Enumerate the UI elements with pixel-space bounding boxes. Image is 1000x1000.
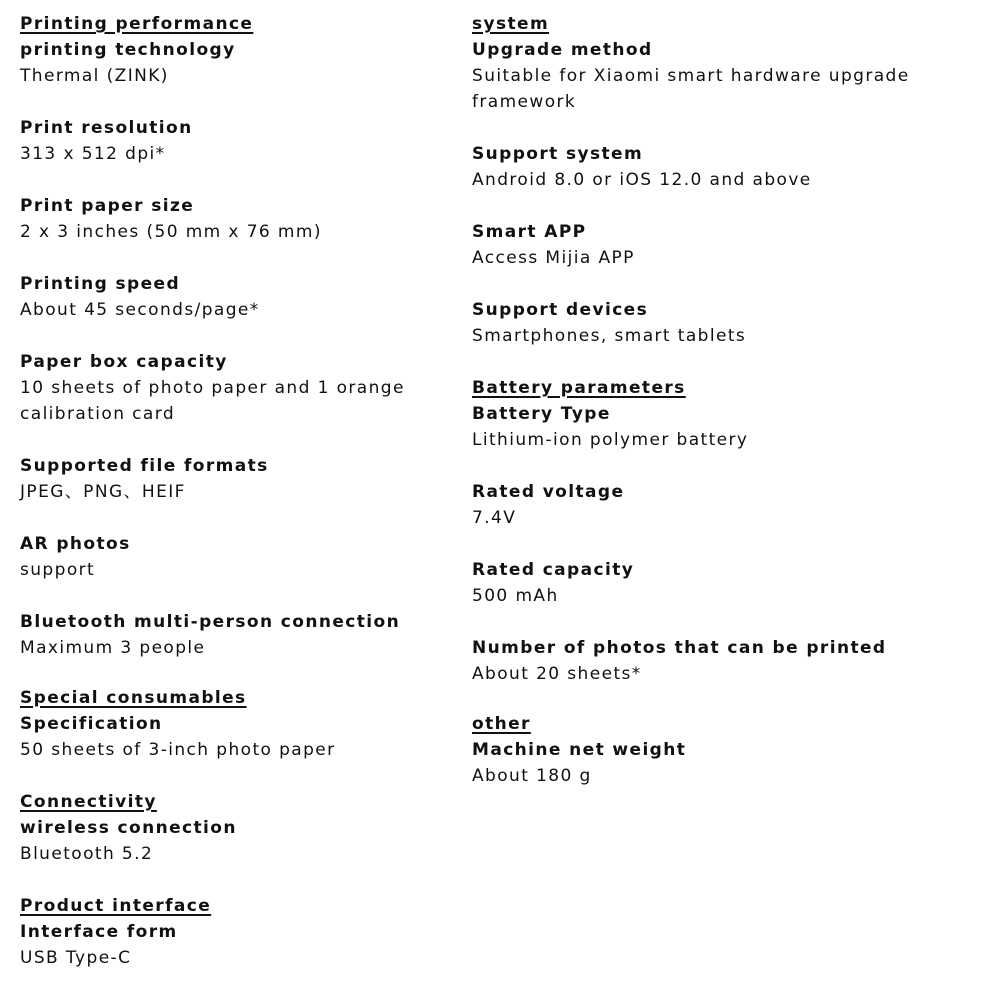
spec-label-specification: Specification <box>20 714 163 734</box>
section-heading-connectivity: Connectivity <box>20 792 157 812</box>
spec-value-print-paper-size: 2 x 3 inches (50 mm x 76 mm) <box>20 222 322 242</box>
section-heading-product-interface: Product interface <box>20 896 212 916</box>
spec-label-rated-voltage: Rated voltage <box>472 482 625 502</box>
section-heading-printing-performance: Printing performance <box>20 14 254 34</box>
spec-value-rated-capacity: 500 mAh <box>472 586 559 606</box>
spec-value-number-of-photos: About 20 sheets* <box>472 664 642 684</box>
spec-value-upgrade-method: Suitable for Xiaomi smart hardware upgrade framework <box>472 66 910 112</box>
spec-label-printing-technology: printing technology <box>20 40 236 60</box>
spec-label-battery-type: Battery Type <box>472 404 611 424</box>
spec-value-smart-app: Access Mijia APP <box>472 248 635 268</box>
section-heading-other: other <box>472 714 531 734</box>
spec-label-supported-file-formats: Supported file formats <box>20 456 269 476</box>
spec-value-specification: 50 sheets of 3-inch photo paper <box>20 740 336 760</box>
spec-label-number-of-photos: Number of photos that can be printed <box>472 638 887 658</box>
spec-value-bluetooth-multi-person: Maximum 3 people <box>20 638 206 658</box>
spec-value-support-devices: Smartphones, smart tablets <box>472 326 747 346</box>
spec-label-printing-speed: Printing speed <box>20 274 181 294</box>
spec-label-ar-photos: AR photos <box>20 534 131 554</box>
spec-label-print-resolution: Print resolution <box>20 118 193 138</box>
spec-label-support-devices: Support devices <box>472 300 649 320</box>
spec-column-right <box>472 11 972 789</box>
spec-label-print-paper-size: Print paper size <box>20 196 195 216</box>
spec-value-ar-photos: support <box>20 560 96 580</box>
spec-value-support-system: Android 8.0 or iOS 12.0 and above <box>472 170 812 190</box>
spec-value-supported-file-formats: JPEG、PNG、HEIF <box>20 482 186 502</box>
spec-value-wireless-connection: Bluetooth 5.2 <box>20 844 154 864</box>
spec-label-support-system: Support system <box>472 144 644 164</box>
spec-value-interface-form: USB Type-C <box>20 948 132 968</box>
section-heading-system: system <box>472 14 550 34</box>
spec-label-bluetooth-multi-person: Bluetooth multi-person connection <box>20 612 401 632</box>
spec-column-left <box>20 11 440 971</box>
spec-label-upgrade-method: Upgrade method <box>472 40 653 60</box>
spec-label-paper-box-capacity: Paper box capacity <box>20 352 228 372</box>
section-heading-battery-parameters: Battery parameters <box>472 378 686 398</box>
spec-label-interface-form: Interface form <box>20 922 178 942</box>
spec-value-battery-type: Lithium-ion polymer battery <box>472 430 749 450</box>
spec-label-machine-net-weight: Machine net weight <box>472 740 687 760</box>
spec-value-paper-box-capacity: 10 sheets of photo paper and 1 orange calibration card <box>20 378 405 424</box>
section-heading-special-consumables: Special consumables <box>20 688 247 708</box>
spec-value-machine-net-weight: About 180 g <box>472 766 592 786</box>
spec-label-wireless-connection: wireless connection <box>20 818 237 838</box>
spec-value-printing-technology: Thermal (ZINK) <box>20 66 169 86</box>
spec-label-rated-capacity: Rated capacity <box>472 560 635 580</box>
spec-value-printing-speed: About 45 seconds/page* <box>20 300 260 320</box>
spec-value-print-resolution: 313 x 512 dpi* <box>20 144 166 164</box>
spec-value-rated-voltage: 7.4V <box>472 508 517 528</box>
spec-label-smart-app: Smart APP <box>472 222 587 242</box>
